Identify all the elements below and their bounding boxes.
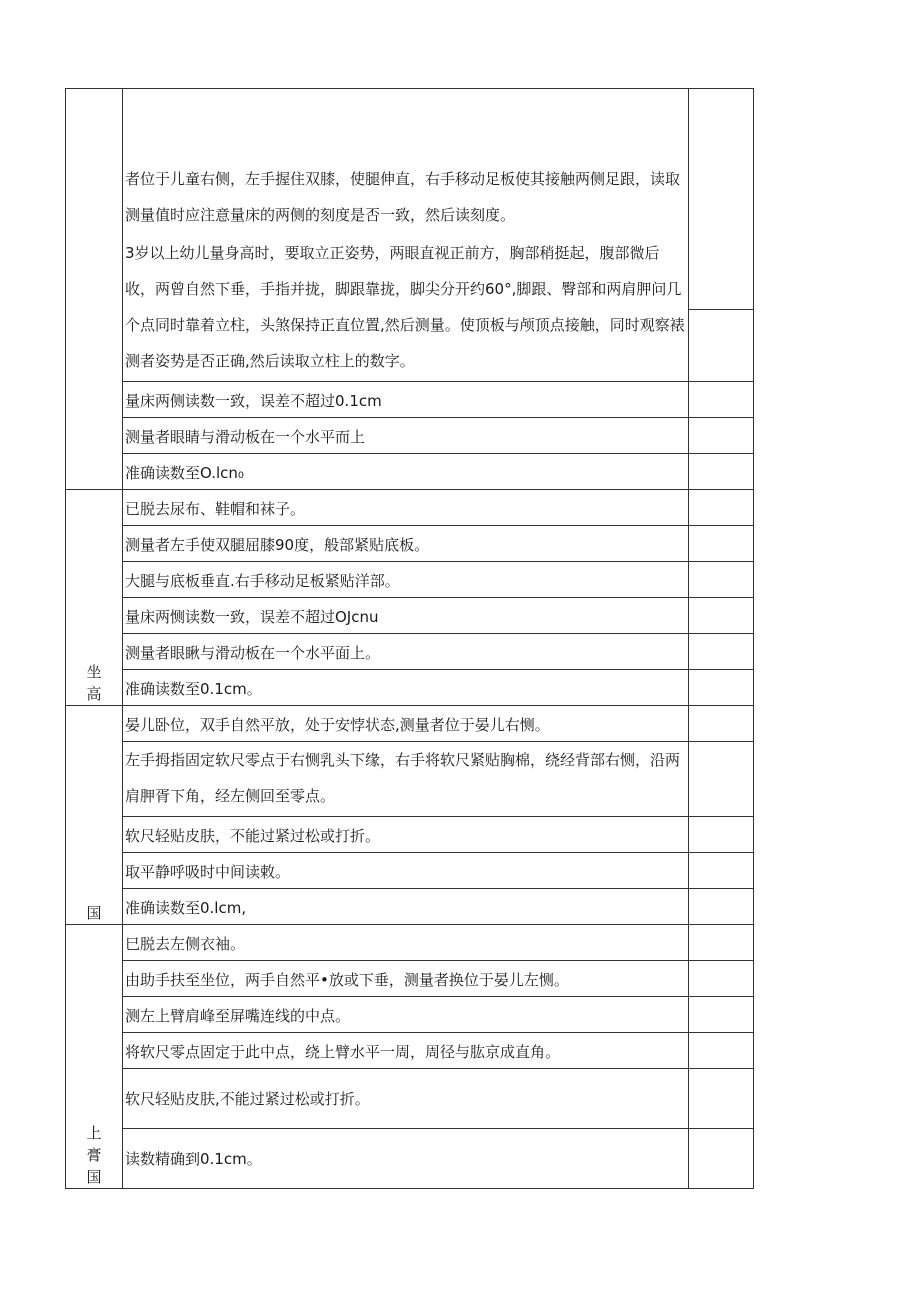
item-text: 测左上臂肩峰至屏嘴连线的中点。 [125, 1007, 351, 1025]
table-row [66, 670, 754, 706]
item-text: 准确读数至O.lcn₀ [125, 464, 244, 482]
score-cell[interactable] [689, 1129, 754, 1189]
item-text-cell [123, 634, 689, 670]
table-row [66, 1069, 754, 1129]
table-row [66, 961, 754, 997]
item-text-cell [123, 490, 689, 526]
score-cell[interactable] [689, 706, 754, 742]
section-label-cell [66, 925, 123, 1189]
score-cell[interactable] [689, 526, 754, 562]
item-text: 巳脱去左侧衣袖。 [125, 935, 246, 953]
table-row [66, 889, 754, 925]
section-label-cell [66, 490, 123, 706]
item-text: 软尺轻贴皮肤，不能过紧过松或打折。 [125, 827, 381, 845]
item-text: 左手拇指固定软尺零点于右恻乳头下缘，右手将软尺紧贴胸棉，绕经背部右恻，沿两肩胛胥下角，经左侧回至零点。 [125, 751, 681, 805]
score-cell[interactable] [689, 454, 754, 490]
score-cell[interactable] [689, 89, 754, 310]
item-text-cell [123, 382, 689, 418]
score-cell[interactable] [689, 310, 754, 382]
item-text: 测量者眼睛与滑动板在一个水平而上 [125, 428, 366, 446]
table-row [66, 418, 754, 454]
item-text-cell [123, 670, 689, 706]
table-row [66, 598, 754, 634]
item-text-cell [123, 89, 689, 382]
item-text-cell [123, 742, 689, 817]
item-text-cell [123, 526, 689, 562]
item-text: 大腿与底板垂直.右手移动足板紧贴洋部。 [125, 572, 400, 590]
item-text-cell [123, 1069, 689, 1129]
score-cell[interactable] [689, 634, 754, 670]
item-text-cell [123, 889, 689, 925]
section-label-cell [66, 706, 123, 925]
table-row [66, 526, 754, 562]
item-text-cell [123, 853, 689, 889]
table-row [66, 1129, 754, 1189]
score-cell[interactable] [689, 1033, 754, 1069]
score-cell[interactable] [689, 853, 754, 889]
score-cell[interactable] [689, 562, 754, 598]
item-text-cell [123, 706, 689, 742]
item-text: 3岁以上幼儿量身高时，要取立正姿势，两眼直视正前方，胸部稍挺起，腹部微后收，两曾自然下垂，手指并拢，脚跟靠拢，脚尖分开约60°,脚跟、臀部和两肩胛问几个点同时靠着立柱，头煞保持正直位置,然后测量。使顶板与颅顶点接触，同时观察裱测者姿势是否正确,然后读取立柱上的数字。 [125, 244, 685, 370]
score-cell[interactable] [689, 961, 754, 997]
score-cell[interactable] [689, 598, 754, 634]
item-text-cell [123, 961, 689, 997]
score-cell[interactable] [689, 382, 754, 418]
table-row [66, 634, 754, 670]
item-text-cell [123, 925, 689, 961]
score-cell[interactable] [689, 490, 754, 526]
item-text: 将软尺零点固定于此中点，绕上臂水平一周，周径与肱京成直角。 [125, 1043, 561, 1061]
item-text: 软尺轻贴皮肤,不能过紧过松或打折。 [125, 1089, 370, 1108]
item-text-cell [123, 1129, 689, 1189]
table-row [66, 706, 754, 742]
item-text-cell [123, 562, 689, 598]
table-row [66, 454, 754, 490]
item-text: 取平静呼吸时中间读敕。 [125, 863, 291, 881]
section-label-cell [66, 89, 123, 490]
item-text: 晏儿卧位，双手自然平放，处于安悖状态,测量者位于晏儿右恻。 [125, 716, 550, 734]
table-row [66, 853, 754, 889]
item-text: 量床两侧读数一致，误差不超过0.1cm [125, 392, 382, 410]
table-row [66, 490, 754, 526]
item-text: 测量者眼瞅与滑动板在一个水平面上。 [125, 644, 381, 662]
table-row [66, 89, 754, 310]
item-text: 已脱去尿布、鞋帽和袜子。 [125, 500, 306, 518]
item-text-cell [123, 418, 689, 454]
section-label: 坐高 [86, 663, 102, 703]
item-text: 由助手扶至坐位，两手自然平•放或下垂，测量者换位于晏儿左恻。 [125, 971, 569, 989]
table-row [66, 1033, 754, 1069]
item-text: 准确读数至0.1cm。 [125, 680, 262, 698]
item-text-cell [123, 1033, 689, 1069]
score-cell[interactable] [689, 670, 754, 706]
score-cell[interactable] [689, 418, 754, 454]
item-text-cell [123, 817, 689, 853]
section-label: 上膏国 [86, 1124, 102, 1186]
item-text-cell [123, 598, 689, 634]
item-text: 测量者左手使双腿屈膝90度，般部紧贴底板。 [125, 536, 430, 554]
table-row [66, 997, 754, 1033]
item-text-cell [123, 997, 689, 1033]
table-row [66, 925, 754, 961]
table-row [66, 382, 754, 418]
table-row [66, 562, 754, 598]
score-cell[interactable] [689, 925, 754, 961]
score-cell[interactable] [689, 889, 754, 925]
item-text: 准确读数至0.lcm, [125, 899, 247, 917]
table-row [66, 742, 754, 817]
section-label: 国 [86, 904, 102, 922]
item-text: 读数精确到0.1cm。 [125, 1149, 262, 1168]
item-text: 量床两恻读数一致，误差不超过OJcnu [125, 608, 379, 626]
assessment-table [65, 88, 754, 1189]
item-text-cell [123, 454, 689, 490]
score-cell[interactable] [689, 742, 754, 817]
item-text: 者位于儿童右侧，左手握住双膝，使腿伸直，右手移动足板使其接触两侧足跟，读取测量值时应注意量床的两侧的刻度是否一致，然后读刻度。 [125, 170, 681, 224]
score-cell[interactable] [689, 817, 754, 853]
score-cell[interactable] [689, 997, 754, 1033]
table-row [66, 817, 754, 853]
score-cell[interactable] [689, 1069, 754, 1129]
